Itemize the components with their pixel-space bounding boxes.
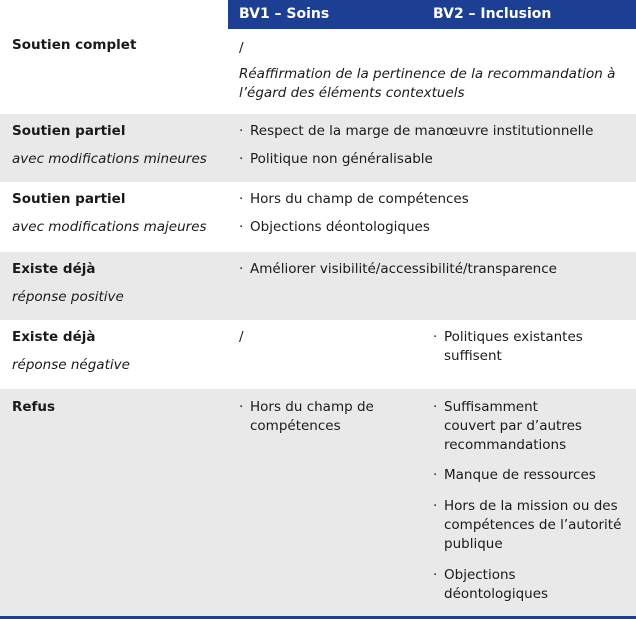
bullet-text: compétences <box>250 418 341 434</box>
bullet-dot: · <box>239 151 244 167</box>
bullet-dot: · <box>239 191 244 207</box>
row-subtitle: réponse positive <box>12 289 124 305</box>
bv1-slash: / <box>239 40 244 56</box>
bullet-text: couvert par d’autres <box>444 418 582 434</box>
header-bv1: BV1 – Soins <box>239 6 330 22</box>
bullet-dot: · <box>239 399 244 415</box>
bullet-text: Hors du champ de <box>250 399 374 415</box>
row-subtitle: avec modifications majeures <box>12 219 207 235</box>
bullet-text: Suffisamment <box>444 399 538 415</box>
bullet-text: déontologiques <box>444 586 549 602</box>
row-subtitle: avec modifications mineures <box>12 151 207 167</box>
bullet-dot: · <box>433 498 438 514</box>
row-subtitle: réponse négative <box>12 357 130 373</box>
row-category: Existe déjà <box>12 261 96 277</box>
bullet-text: publique <box>444 536 503 552</box>
bullet-text: Objections <box>444 567 516 583</box>
header-empty-cell <box>0 0 228 29</box>
bullet-text: Hors du champ de compétences <box>250 191 469 207</box>
bullet-text: compétences de l’autorité <box>444 517 622 533</box>
table-row <box>0 320 636 389</box>
table-row <box>0 182 636 252</box>
bullet-dot: · <box>433 467 438 483</box>
bullet-dot: · <box>433 567 438 583</box>
bullet-text: Manque de ressources <box>444 467 596 483</box>
bv1-note: Réaffirmation de la pertinence de la recommandation à <box>239 66 616 82</box>
bullet-text: Hors de la mission ou des <box>444 498 618 514</box>
table-header <box>0 0 636 29</box>
bullet-text: Politique non généralisable <box>250 151 433 167</box>
table-row <box>0 29 636 114</box>
row-category: Soutien partiel <box>12 123 126 139</box>
bullet-text: Objections déontologiques <box>250 219 430 235</box>
bullet-text: recommandations <box>444 437 567 453</box>
bullet-dot: · <box>239 219 244 235</box>
row-category: Existe déjà <box>12 329 96 345</box>
table-row <box>0 252 636 320</box>
table-row <box>0 114 636 182</box>
bullet-text: Politiques existantes <box>444 329 583 345</box>
bullet-dot: · <box>239 261 244 277</box>
bv1-slash: / <box>239 329 244 345</box>
bullet-dot: · <box>239 123 244 139</box>
bv1-note: l’égard des éléments contextuels <box>239 85 465 101</box>
header-bv2: BV2 – Inclusion <box>433 6 552 22</box>
row-category: Soutien complet <box>12 37 137 53</box>
bullet-dot: · <box>433 329 438 345</box>
bullet-text: Respect de la marge de manœuvre institutionnelle <box>250 123 594 139</box>
bullet-dot: · <box>433 399 438 415</box>
table-row <box>0 389 636 616</box>
bullet-text: suffisent <box>444 348 502 364</box>
bullet-text: Améliorer visibilité/accessibilité/transparence <box>250 261 557 277</box>
row-category: Refus <box>12 399 56 415</box>
row-category: Soutien partiel <box>12 191 126 207</box>
